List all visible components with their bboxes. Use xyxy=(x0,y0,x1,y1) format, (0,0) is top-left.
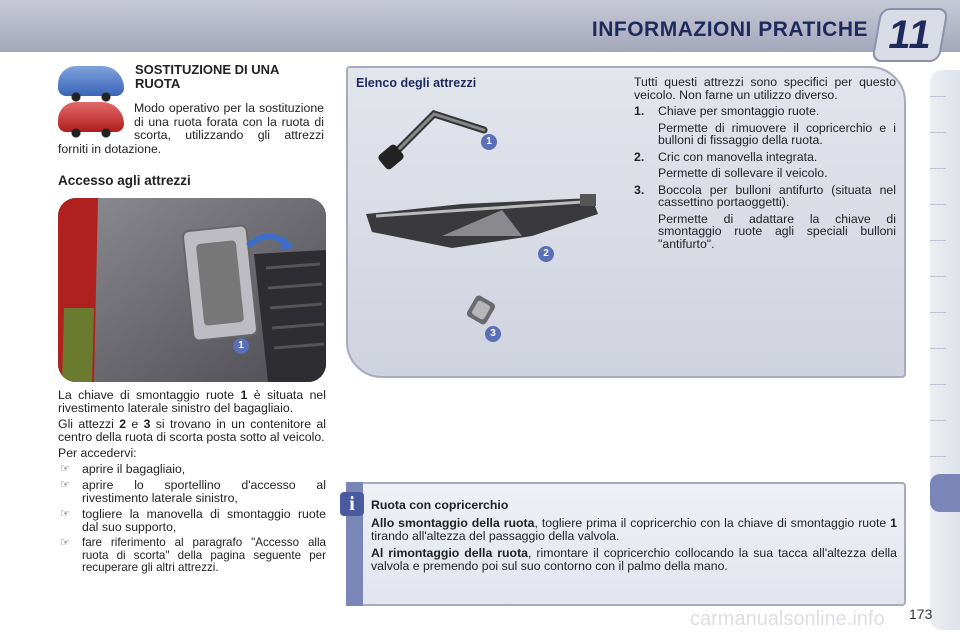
paragraph-tools-location: Gli attezzi 2 e 3 si trovano in un contenitore al centro della ruota di scorta posta sotto al veicolo. xyxy=(58,417,326,444)
list-item-detail: Permette di rimuovere il copricerchio e i bulloni di fissaggio della ruota. xyxy=(658,120,896,147)
jack-icon xyxy=(366,194,598,248)
anti-theft-socket-icon xyxy=(465,294,496,326)
hand-pointer-icon: ☞ xyxy=(60,479,70,491)
list-item: 2. Cric con manovella integrata. xyxy=(634,149,818,164)
access-steps-list xyxy=(58,463,326,575)
info-title: Ruota con copricerchio xyxy=(371,498,509,512)
hand-pointer-icon: ☞ xyxy=(60,508,70,520)
intro-text: Modo operativo per la sostituzione di una ruota forata con la ruota di scorta, utilizzando gli attrezzi forniti in dotazione. xyxy=(58,101,324,156)
tools-panel-title: Elenco degli attrezzi xyxy=(356,76,477,90)
page-header xyxy=(0,0,960,57)
tools-illustration xyxy=(352,96,614,366)
chapter-tab-active[interactable] xyxy=(930,474,960,512)
callout-2: 2 xyxy=(538,246,554,262)
info-paragraph-refit: Al rimontaggio della ruota, rimontare il copricerchio collocando la sua tacca all'altezza della valvola e premendo poi sul suo contorno con il palmo della mano. xyxy=(371,546,897,573)
list-item: ☞ aprire lo sportellino d'accesso al rivestimento laterale sinistro, xyxy=(60,478,326,505)
subheading-access-tools: Accesso agli attrezzi xyxy=(58,173,191,188)
page-number: 173 xyxy=(909,606,933,622)
access-instructions xyxy=(58,389,326,578)
list-item-detail: Permette di sollevare il veicolo. xyxy=(658,166,828,180)
hand-pointer-icon: ☞ xyxy=(60,537,70,549)
paragraph-key-location: La chiave di smontaggio ruote 1 è situata nel rivestimento laterale sinistro del bagagliaio. xyxy=(58,388,327,415)
wheel-wrench-icon xyxy=(377,114,484,171)
section-title: SOSTITUZIONE DI UNA RUOTA xyxy=(135,62,279,91)
tools-intro: Tutti questi attrezzi sono specifici per questo veicolo. Non farne un utilizzo diverso. xyxy=(634,75,896,102)
chapter-title: INFORMAZIONI PRATICHE xyxy=(591,18,868,41)
callout-3: 3 xyxy=(485,326,501,342)
list-item: ☞ aprire il bagagliaio, xyxy=(60,462,186,476)
tools-list xyxy=(634,76,896,254)
callout-1: 1 xyxy=(481,134,497,150)
list-item: 3. Boccola per bulloni antifurto (situata nel cassettino portaoggetti). xyxy=(634,182,896,209)
chapter-number-badge: 11 xyxy=(871,8,949,62)
callout-1: 1 xyxy=(233,338,249,354)
list-item: ☞ togliere la manovella di smontaggio ruote dal suo supporto, xyxy=(60,507,326,534)
list-item: 1. Chiave per smontaggio ruote. xyxy=(634,104,820,118)
list-item-detail: Permette di adattare la chiave di smontaggio ruote agli speciali bulloni "antifurto". xyxy=(658,211,896,251)
info-paragraph-removal: Allo smontaggio della ruota, togliere prima il copricerchio con la chiave di smontaggio ruote 1 tirando all'altezza del passaggio della valvola. xyxy=(371,516,898,543)
trunk-photo xyxy=(58,198,326,382)
list-item: ☞ fare riferimento al paragrafo "Accesso alla ruota di scorta" della pagina seguente per recuperare gli altri attrezzi. xyxy=(60,536,326,574)
watermark: carmanualsonline.info xyxy=(690,608,885,630)
car-blue-icon xyxy=(58,66,124,96)
hand-pointer-icon: ☞ xyxy=(60,463,70,475)
info-icon: i xyxy=(340,492,364,516)
info-content xyxy=(371,499,897,577)
chapter-tabs xyxy=(930,70,960,630)
paragraph-access: Per accedervi: xyxy=(58,446,137,460)
